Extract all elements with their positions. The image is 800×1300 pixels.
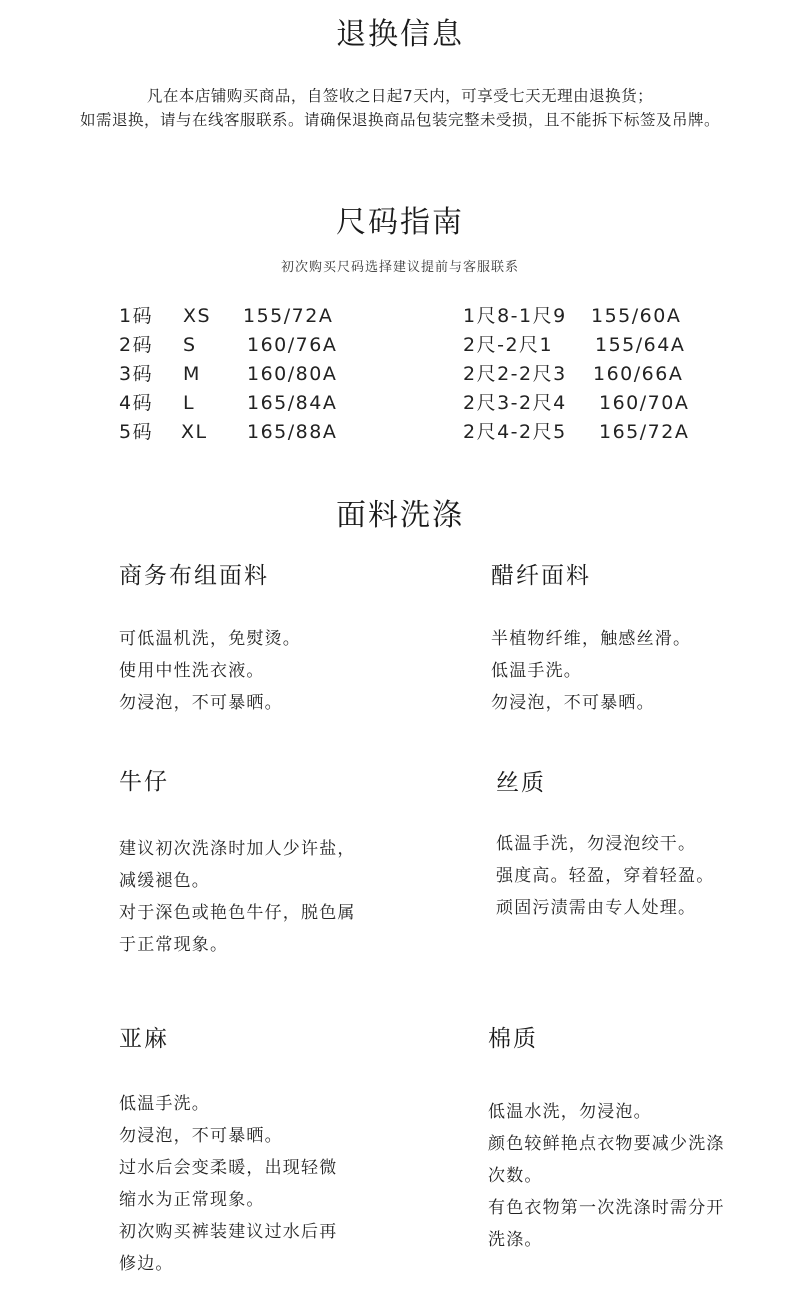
fabric-name: 亚麻 [119, 1026, 169, 1052]
fabric-block-denim [119, 767, 419, 961]
size-label: XS [183, 305, 212, 327]
care-line: 使用中性洗衣液。 [119, 661, 265, 681]
care-line: 低温手洗。 [491, 661, 582, 681]
size-code: 3码 [119, 363, 154, 385]
fabric-care-lines [488, 1096, 788, 1256]
size-spec: 165/72A [599, 421, 690, 443]
size-row [119, 360, 359, 389]
care-line: 颜色较鲜艳点衣物要减少洗涤 [488, 1134, 725, 1154]
size-spec: 160/66A [593, 363, 684, 385]
care-line: 低温手洗，勿浸泡绞干。 [496, 834, 697, 854]
size-row [463, 302, 723, 331]
care-line: 洗涤。 [488, 1230, 543, 1250]
size-code: 2码 [119, 334, 154, 356]
size-label: L [183, 392, 196, 414]
care-line: 对于深色或艳色牛仔，脱色属 [119, 903, 356, 923]
size-row [119, 389, 359, 418]
fabric-care-lines [119, 833, 419, 961]
care-line: 强度高。轻盈，穿着轻盈。 [496, 866, 715, 886]
top-size-table [119, 302, 359, 447]
return-policy-line: 如需退换，请与在线客服联系。请确保退换商品包装完整未受损，且不能拆下标签及吊牌。 [79, 111, 720, 129]
size-code: 4码 [119, 392, 154, 414]
care-line: 勿浸泡，不可暴晒。 [491, 693, 655, 713]
size-row [463, 331, 723, 360]
care-line: 低温水洗，勿浸泡。 [488, 1102, 652, 1122]
size-label: XL [181, 421, 208, 443]
waist-size-table [463, 302, 723, 447]
return-policy-line: 凡在本店铺购买商品，自签收之日起7天内，可享受七天无理由退换货； [146, 87, 654, 105]
size-row [463, 389, 723, 418]
care-line: 有色衣物第一次洗涤时需分开 [488, 1198, 725, 1218]
waist-range: 2尺2-2尺3 [463, 363, 567, 385]
care-line: 过水后会变柔暖，出现轻微 [119, 1158, 338, 1178]
size-spec: 165/84A [247, 392, 338, 414]
care-line: 半植物纤维，触感丝滑。 [491, 629, 692, 649]
return-policy-text [0, 84, 800, 132]
fabric-care-lines [491, 623, 791, 719]
size-label: M [183, 363, 201, 385]
fabric-block-silk [496, 768, 796, 924]
size-code: 5码 [119, 421, 154, 443]
size-spec: 160/70A [599, 392, 690, 414]
fabric-care-lines [119, 1088, 419, 1280]
size-guide-title: 尺码指南 [336, 205, 464, 240]
fabric-care-lines [496, 828, 796, 924]
care-line: 建议初次洗涤时加人少许盐， [119, 839, 356, 859]
care-line: 减缓褪色。 [119, 871, 210, 891]
waist-range: 1尺8-1尺9 [463, 305, 567, 327]
size-spec: 160/80A [247, 363, 338, 385]
fabric-block-acetate [491, 561, 791, 719]
fabric-block-linen [119, 1024, 419, 1280]
size-row [119, 302, 359, 331]
care-line: 初次购买裤装建议过水后再 [119, 1222, 338, 1242]
waist-range: 2尺3-2尺4 [463, 392, 567, 414]
fabric-name: 丝质 [496, 770, 546, 796]
care-line: 缩水为正常现象。 [119, 1190, 265, 1210]
care-line: 次数。 [488, 1166, 543, 1186]
size-row [119, 418, 359, 447]
fabric-name: 商务布组面料 [119, 563, 269, 589]
size-spec: 160/76A [247, 334, 338, 356]
size-guide-subtitle: 初次购买尺码选择建议提前与客服联系 [280, 260, 519, 275]
return-info-title: 退换信息 [336, 17, 464, 52]
size-row [119, 331, 359, 360]
fabric-name: 牛仔 [119, 769, 169, 795]
fabric-block-business [119, 561, 419, 719]
size-row [463, 418, 723, 447]
size-row [463, 360, 723, 389]
size-label: S [183, 334, 197, 356]
fabric-care-title: 面料洗涤 [336, 498, 464, 533]
care-line: 于正常现象。 [119, 935, 229, 955]
size-code: 1码 [119, 305, 154, 327]
fabric-name: 醋纤面料 [491, 563, 591, 589]
waist-range: 2尺4-2尺5 [463, 421, 567, 443]
waist-range: 2尺-2尺1 [463, 334, 554, 356]
care-line: 勿浸泡，不可暴晒。 [119, 693, 283, 713]
care-line: 可低温机洗，免熨烫。 [119, 629, 301, 649]
care-line: 勿浸泡，不可暴晒。 [119, 1126, 283, 1146]
care-line: 修边。 [119, 1254, 174, 1274]
fabric-name: 棉质 [488, 1026, 538, 1052]
size-spec: 155/60A [591, 305, 682, 327]
fabric-block-cotton [488, 1024, 788, 1256]
care-line: 低温手洗。 [119, 1094, 210, 1114]
fabric-care-lines [119, 623, 419, 719]
size-spec: 155/72A [243, 305, 334, 327]
size-spec: 165/88A [247, 421, 338, 443]
care-line: 顽固污渍需由专人处理。 [496, 898, 697, 918]
size-spec: 155/64A [595, 334, 686, 356]
